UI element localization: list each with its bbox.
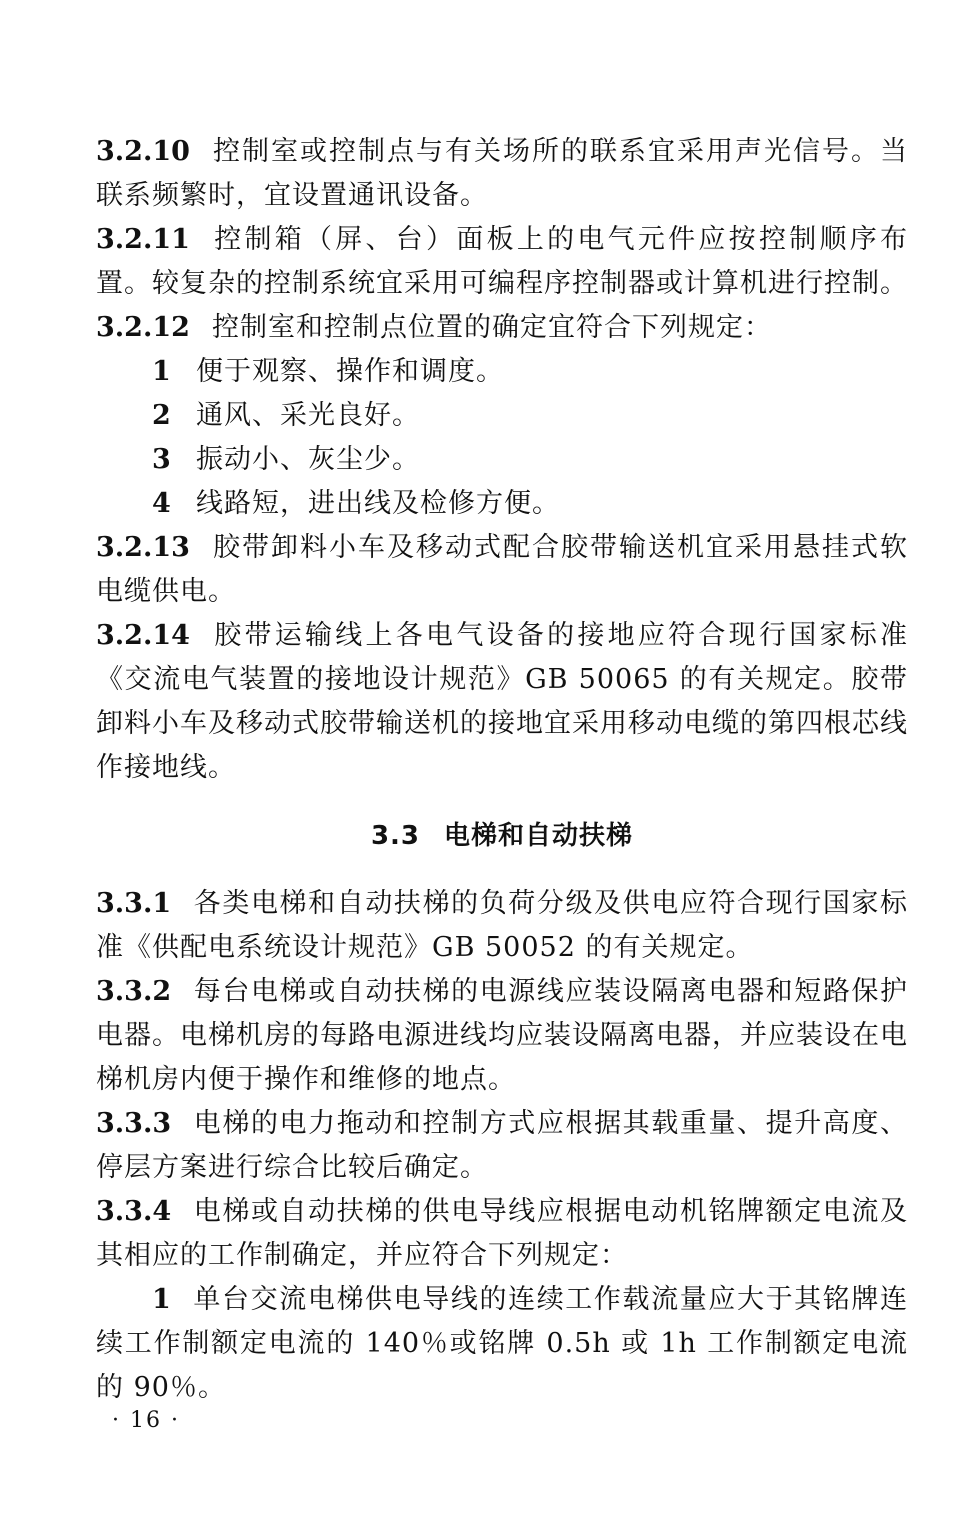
page-number: · 16 · (112, 1408, 180, 1433)
clause-text: 控制室或控制点与有关场所的联系宜采用声光信号。当联系频繁时，宜设置通讯设备。 (96, 136, 908, 211)
list-item-number: 4 (152, 488, 172, 519)
clause-3-2-14 (96, 614, 908, 790)
clause-number: 3.3.2 (96, 976, 172, 1007)
clause-text: 控制箱（屏、台）面板上的电气元件应按控制顺序布置。较复杂的控制系统宜采用可编程序控制器或计算机进行控制。 (96, 224, 908, 299)
clause-3-2-13 (96, 526, 908, 614)
clause-text: 电梯的电力拖动和控制方式应根据其载重量、提升高度、停层方案进行综合比较后确定。 (96, 1108, 908, 1183)
clause-text: 电梯或自动扶梯的供电导线应根据电动机铭牌额定电流及其相应的工作制确定，并应符合下列规定： (96, 1196, 908, 1271)
clause-number: 3.3.4 (96, 1196, 172, 1227)
section-title: 电梯和自动扶梯 (444, 821, 634, 851)
list-item (96, 482, 908, 526)
clause-text: 胶带运输线上各电气设备的接地应符合现行国家标准《交流电气装置的接地设计规范》GB 50065 的有关规定。胶带卸料小车及移动式胶带输送机的接地宜采用移动电缆的第四根芯线作接地线。 (96, 620, 908, 783)
clause-text: 每台电梯或自动扶梯的电源线应装设隔离电器和短路保护电器。电梯机房的每路电源进线均应装设隔离电器，并应装设在电梯机房内便于操作和维修的地点。 (96, 976, 908, 1095)
list-item-text: 振动小、灰尘少。 (196, 444, 420, 475)
section-number: 3.3 (370, 821, 421, 851)
list-item-number: 2 (152, 400, 172, 431)
list-item-number: 3 (152, 444, 172, 475)
clause-3-3-1 (96, 882, 908, 970)
document-page (96, 130, 908, 1410)
clause-3-2-12 (96, 306, 908, 350)
list-item (96, 350, 908, 394)
list-item (96, 1278, 908, 1410)
list-item (96, 394, 908, 438)
list-item-text: 线路短，进出线及检修方便。 (196, 488, 560, 519)
clause-number: 3.2.14 (96, 620, 190, 651)
clause-number: 3.2.13 (96, 532, 190, 563)
clause-number: 3.2.12 (96, 312, 190, 343)
clause-3-3-3 (96, 1102, 908, 1190)
clause-text: 各类电梯和自动扶梯的负荷分级及供电应符合现行国家标准《供配电系统设计规范》GB 50052 的有关规定。 (96, 888, 908, 963)
clause-3-3-4 (96, 1190, 908, 1278)
list-item (96, 438, 908, 482)
list-item-number: 1 (152, 356, 172, 387)
clause-number: 3.3.3 (96, 1108, 172, 1139)
clause-text: 胶带卸料小车及移动式配合胶带输送机宜采用悬挂式软电缆供电。 (96, 532, 908, 607)
clause-number: 3.3.1 (96, 888, 172, 919)
list-item-text: 便于观察、操作和调度。 (196, 356, 504, 387)
clause-3-2-11 (96, 218, 908, 306)
list-item-text: 单台交流电梯供电导线的连续工作载流量应大于其铭牌连续工作制额定电流的 140％或铭牌 0.5h 或 1h 工作制额定电流的 90％。 (96, 1284, 908, 1403)
list-item-number: 1 (152, 1284, 171, 1315)
section-heading (96, 814, 908, 858)
clause-number: 3.2.11 (96, 224, 190, 255)
clause-3-2-10 (96, 130, 908, 218)
clause-3-3-2 (96, 970, 908, 1102)
clause-number: 3.2.10 (96, 136, 190, 167)
list-item-text: 通风、采光良好。 (196, 400, 420, 431)
clause-text: 控制室和控制点位置的确定宜符合下列规定： (211, 312, 772, 343)
